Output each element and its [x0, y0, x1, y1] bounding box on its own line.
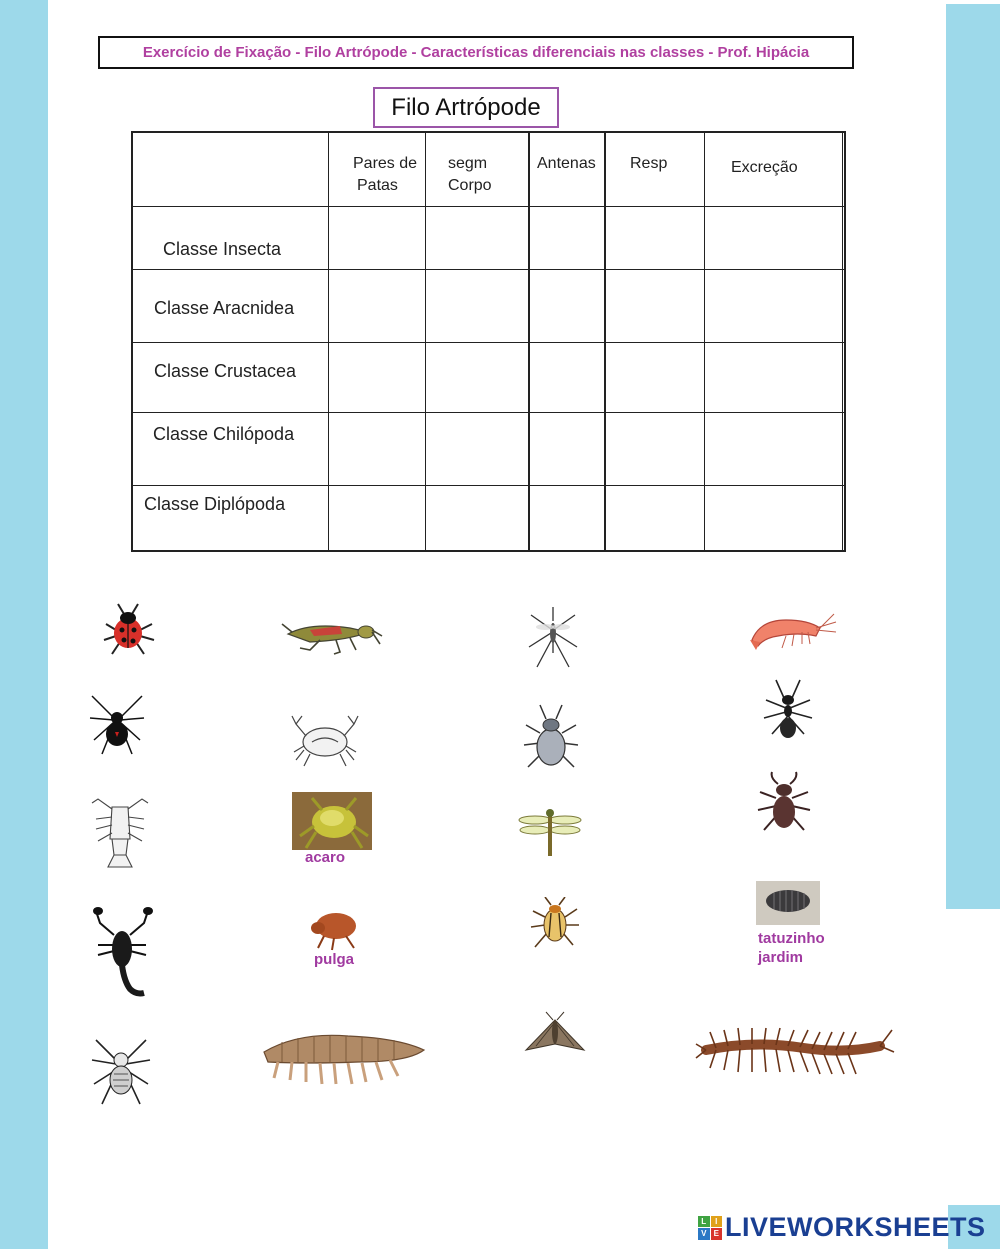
- header-pares-patas: [353, 153, 417, 197]
- caption-tatuzinho-line1: tatuzinho: [758, 930, 825, 947]
- worksheet-header: [98, 36, 854, 69]
- mosquito-image[interactable]: [523, 603, 583, 671]
- caption-tatuzinho-line2: jardim: [758, 949, 804, 966]
- row-divider: [133, 342, 844, 343]
- header-resp: [630, 153, 667, 175]
- mite-image[interactable]: [292, 792, 372, 850]
- centipede-image[interactable]: [694, 1018, 896, 1082]
- row-divider: [133, 412, 844, 413]
- row-label-crustacea: Classe Crustacea: [154, 361, 297, 381]
- pill-bug-illustration: [756, 881, 820, 925]
- header-line: Corpo: [448, 177, 492, 194]
- logo-letter: I: [711, 1216, 723, 1228]
- header-line: Resp: [630, 155, 668, 172]
- striped-beetle-image[interactable]: [527, 897, 583, 957]
- row-divider: [133, 485, 844, 486]
- row-label-insecta: Classe Insecta: [163, 239, 282, 259]
- header-line: Pares de: [353, 155, 418, 172]
- classification-table: [131, 131, 846, 552]
- table-title-box: [373, 87, 559, 128]
- header-antenas: [537, 153, 596, 175]
- row-label-aracnidea: Classe Aracnidea: [154, 298, 295, 318]
- logo-mark-icon: [698, 1216, 722, 1240]
- pill-bug-image[interactable]: [756, 881, 820, 925]
- scorpion-image[interactable]: [90, 905, 156, 1001]
- lobster-image[interactable]: [88, 795, 152, 871]
- moth-image[interactable]: [522, 1010, 588, 1060]
- crab-image[interactable]: [290, 706, 360, 772]
- black-widow-spider-image[interactable]: [88, 688, 146, 758]
- header-line: Excreção: [731, 159, 798, 176]
- caption-pulga: pulga: [314, 951, 354, 968]
- logo-letter: L: [698, 1216, 710, 1228]
- caption-tatuzinho: [758, 929, 825, 967]
- header-line: Patas: [357, 177, 398, 194]
- row-divider: [133, 269, 844, 270]
- mite-illustration: [292, 792, 372, 850]
- row-divider: [133, 206, 844, 207]
- ant-image[interactable]: [760, 676, 816, 744]
- table-title: Filo Artrópode: [391, 93, 541, 121]
- millipede-image[interactable]: [258, 1028, 430, 1090]
- ladybug-image[interactable]: [98, 600, 160, 660]
- row-label-diplopoda: Classe Diplópoda: [144, 494, 286, 514]
- caption-acaro: acaro: [305, 849, 346, 866]
- row-label-chilopoda: Classe Chilópoda: [153, 424, 295, 444]
- liveworksheets-logo: [698, 1212, 986, 1243]
- dragonfly-image[interactable]: [517, 806, 583, 858]
- tarantula-image[interactable]: [88, 1030, 154, 1110]
- header-excrecao: [731, 157, 798, 179]
- right-border-bar: [946, 4, 1000, 909]
- header-line: segm: [448, 155, 488, 172]
- grey-beetle-image[interactable]: [520, 703, 582, 775]
- stag-beetle-image[interactable]: [754, 770, 814, 836]
- header-segm-corpo: [448, 153, 492, 197]
- header-line: Antenas: [537, 155, 596, 172]
- shrimp-image[interactable]: [746, 610, 838, 654]
- left-border-bar: [0, 0, 48, 1249]
- logo-letter: V: [698, 1228, 710, 1240]
- flea-image[interactable]: [304, 906, 362, 952]
- worksheet-header-text: Exercício de Fixação - Filo Artrópode - Características diferenciais nas classes - Prof. Hipácia: [142, 44, 810, 61]
- logo-letter: E: [711, 1228, 723, 1240]
- grasshopper-image[interactable]: [280, 610, 384, 658]
- brand-name: LIVEWORKSHEETS: [725, 1212, 986, 1242]
